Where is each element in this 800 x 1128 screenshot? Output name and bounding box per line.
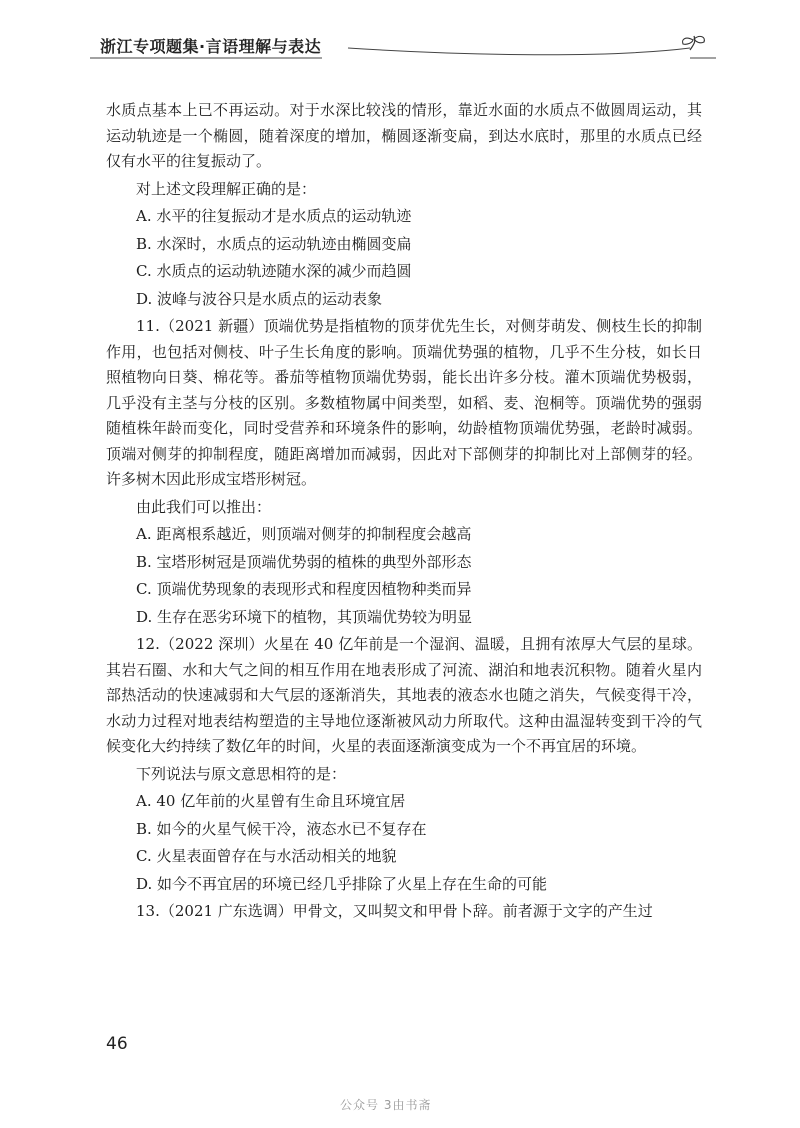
option-a: A. 水平的往复振动才是水质点的运动轨迹	[136, 207, 412, 225]
question-prompt: 由此我们可以推出：	[136, 497, 272, 516]
option-b: B. 水深时，水质点的运动轨迹由椭圆变扁	[136, 234, 412, 253]
option-a: A. 40 亿年前的火星曾有生命且环境宜居	[136, 792, 406, 810]
option-c: C. 水质点的运动轨迹随水深的减少而趋圆	[136, 262, 412, 280]
question-11-text: 11.（2021 新疆）顶端优势是指植物的顶芽优先生长，对侧芽萌发、侧枝生长的抑制作用，也包括对侧枝、叶子生长角度的影响。顶端优势强的植物，几乎不生分枝，如长日照植物向日葵、棉花等。番茄等植物顶端优势弱，能长出许多分枝。灌木顶端优势极弱，几乎没有主茎与分枝的区别。多数植物属中间类型，如稻、麦、泡桐等。顶端优势的强弱随植株年龄而变化，同时受营养和环境条件的影响，幼龄植物顶端优势强，老龄时减弱。顶端对侧芽的抑制程度，随距离增加而减弱，因此对下部侧芽的抑制比对上部侧芽的轻。许多树木因此形成宝塔形树冠。	[106, 317, 702, 488]
option-c: C. 火星表面曾存在与水活动相关的地貌	[136, 847, 397, 865]
option-c: C. 顶端优势现象的表现形式和程度因植物种类而异	[136, 580, 472, 598]
option-b: B. 宝塔形树冠是顶端优势弱的植株的典型外部形态	[136, 552, 472, 571]
paragraph-continued: 水质点基本上已不再运动。对于水深比较浅的情形，靠近水面的水质点不做圆周运动，其运动轨迹是一个椭圆，随着深度的增加，椭圆逐渐变扁，到达水底时，那里的水质点已经仅有水平的往复振动了。	[106, 101, 702, 170]
question-13-text: 13.（2021 广东选调）甲骨文，又叫契文和甲骨卜辞。前者源于文字的产生过	[136, 902, 653, 920]
option-d: D. 生存在恶劣环境下的植物，其顶端优势较为明显	[136, 607, 473, 626]
question-prompt: 对上述文段理解正确的是：	[136, 179, 317, 198]
question-12-text: 12.（2022 深圳）火星在 40 亿年前是一个湿润、温暖，且拥有浓厚大气层的星球。其岩石圈、水和大气之间的相互作用在地表形成了河流、湖泊和地表沉积物。随着火星内部热活动的快速减弱和大气层的逐渐消失，其地表的液态水也随之消失，气候变得干冷，水动力过程对地表结构塑造的主导地位逐渐被风动力所取代。这种由温湿转变到干冷的气候变化大约持续了数亿年的时间，火星的表面逐渐演变成为一个不再宜居的环境。	[106, 635, 702, 755]
watermark: 公众号 3由书斋	[340, 1098, 432, 1112]
option-d: D. 如今不再宜居的环境已经几乎排除了火星上存在生命的可能	[136, 874, 548, 893]
page-number: 46	[106, 1034, 128, 1054]
question-prompt: 下列说法与原文意思相符的是：	[136, 764, 347, 783]
sprout-icon	[683, 36, 705, 50]
document-body	[106, 98, 702, 927]
option-a: A. 距离根系越近，则顶端对侧芽的抑制程度会越高	[136, 525, 472, 543]
option-b: B. 如今的火星气候干冷，液态水已不复存在	[136, 819, 427, 838]
page-header	[90, 34, 716, 64]
option-d: D. 波峰与波谷只是水质点的运动表象	[136, 289, 383, 308]
header-title: 浙江专项题集·言语理解与表达	[100, 37, 322, 56]
